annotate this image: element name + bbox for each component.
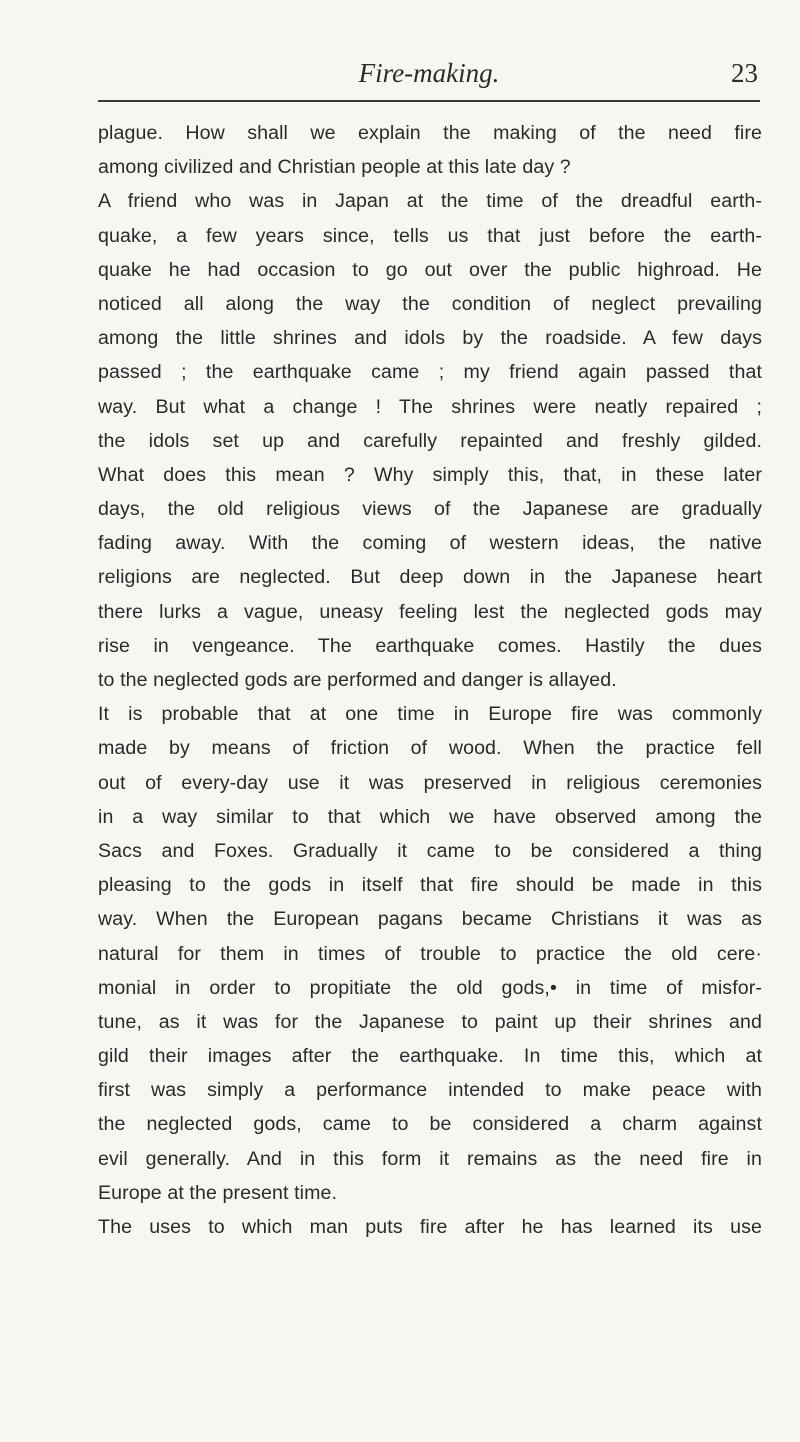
- text-line: monial in order to propitiate the old gods,• in time of misfor-: [98, 976, 762, 999]
- text-line: quake, a few years since, tells us that just before the earth-: [98, 224, 762, 247]
- text-line: evil generally. And in this form it remains as the need fire in: [98, 1147, 762, 1170]
- header-rule: [98, 100, 760, 102]
- text-line: natural for them in times of trouble to practice the old cere·: [98, 942, 762, 965]
- text-line: way. When the European pagans became Christians it was as: [98, 908, 762, 931]
- text-line: made by means of friction of wood. When the practice fell: [98, 737, 762, 760]
- text-line: fading away. With the coming of western ideas, the native: [98, 532, 762, 555]
- text-line: A friend who was in Japan at the time of the dreadful earth-: [98, 190, 762, 213]
- text-line: noticed all along the way the condition of neglect prevailing: [98, 292, 762, 315]
- text-line: the neglected gods, came to be considered a charm against: [98, 1113, 762, 1136]
- text-line: plague. How shall we explain the making of the need fire: [98, 122, 762, 144]
- text-line: rise in vengeance. The earthquake comes. Hastily the dues: [98, 634, 762, 657]
- text-line: in a way similar to that which we have observed among the: [98, 805, 762, 828]
- text-line: Europe at the present time.: [98, 1181, 338, 1204]
- text-line: What does this mean ? Why simply this, that, in these later: [98, 463, 762, 486]
- running-head: [98, 56, 760, 92]
- text-line: quake he had occasion to go out over the public highroad. He: [98, 258, 762, 281]
- page-number: 23: [731, 58, 758, 88]
- text-line: out of every-day use it was preserved in religious ceremonies: [98, 771, 762, 794]
- text-line: there lurks a vague, uneasy feeling lest the neglected gods may: [98, 600, 762, 623]
- body-text: [98, 116, 762, 1244]
- text-line: first was simply a performance intended to make peace with: [98, 1079, 762, 1102]
- text-line: among the little shrines and idols by the roadside. A few days: [98, 327, 762, 350]
- text-line: way. But what a change ! The shrines were neatly repaired ;: [98, 395, 762, 418]
- text-line: The uses to which man puts fire after he has learned its use: [98, 1216, 762, 1238]
- text-line: gild their images after the earthquake. In time this, which at: [98, 1045, 762, 1068]
- text-line: passed ; the earthquake came ; my friend again passed that: [98, 361, 762, 384]
- text-line: religions are neglected. But deep down in the Japanese heart: [98, 566, 762, 589]
- text-line: It is probable that at one time in Europe fire was commonly: [98, 703, 762, 726]
- text-line: among civilized and Christian people at this late day ?: [98, 156, 571, 179]
- text-line: days, the old religious views of the Japanese are gradually: [98, 498, 762, 521]
- running-title: Fire-making.: [358, 58, 500, 88]
- text-line: pleasing to the gods in itself that fire should be made in this: [98, 874, 762, 897]
- text-line: Sacs and Foxes. Gradually it came to be considered a thing: [98, 839, 762, 862]
- text-line: tune, as it was for the Japanese to paint up their shrines and: [98, 1010, 762, 1033]
- text-line: the idols set up and carefully repainted and freshly gilded.: [98, 429, 762, 452]
- text-line: to the neglected gods are performed and danger is allayed.: [98, 669, 617, 691]
